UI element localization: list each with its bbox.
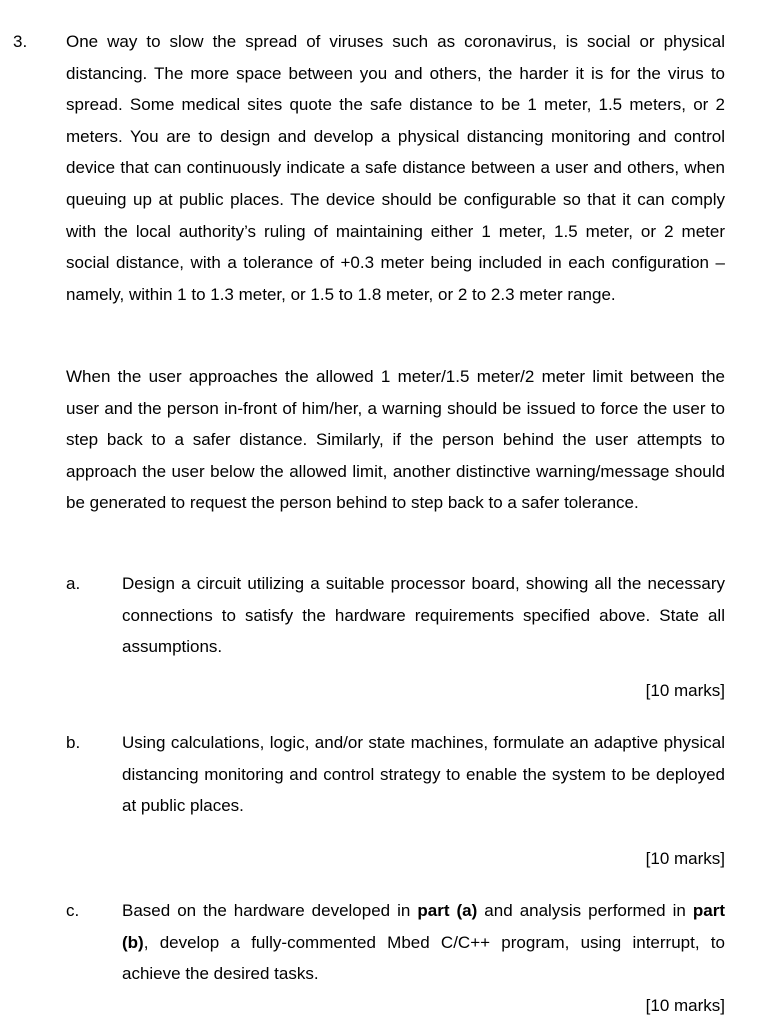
- part-a-text: Design a circuit utilizing a suitable processor board, showing all the necessary connections to satisfy the hardware requirements specified above. State all assumptions.: [122, 574, 725, 657]
- part-b-marks: [10 marks]: [645, 849, 725, 868]
- part-a-label: a.: [66, 574, 81, 593]
- part-c-ref-a: part (a): [417, 901, 478, 920]
- part-c-marks: [10 marks]: [645, 996, 725, 1015]
- question-number: 3.: [13, 32, 28, 51]
- part-c-ref-b: part (b): [122, 901, 725, 952]
- part-b-label: b.: [66, 733, 81, 752]
- question-paragraph-1: One way to slow the spread of viruses such as coronavirus, is social or physical distancing. The more space between you and others, the harder it is for the virus to spread. Some medical sites quote the safe distance to be 1 meter, 1.5 meters, or 2 meters. You are to design and develop a physical distancing monitoring and control device that can continuously indicate a safe distance between a user and others, when queuing up at public places. The device should be configurable so that it can comply with the local authority’s ruling of maintaining either 1 meter, 1.5 meter, or 2 meter social distance, with a tolerance of +0.3 meter being included in each configuration – namely, within 1 to 1.3 meter, or 1.5 to 1.8 meter, or 2 to 2.3 meter range.: [66, 32, 725, 304]
- part-a-marks: [10 marks]: [645, 681, 725, 700]
- question-paragraph-2: When the user approaches the allowed 1 meter/1.5 meter/2 meter limit between the user and the person in-front of him/her, a warning should be issued to force the user to step back to a safer distance. Similarly, if the person behind the user attempts to approach the user below the allowed limit, another distinctive warning/message should be generated to request the person behind to step back to a safer tolerance.: [66, 367, 725, 513]
- part-c-label: c.: [66, 901, 80, 920]
- part-b-text: Using calculations, logic, and/or state machines, formulate an adaptive physical distancing monitoring and control strategy to enable the system to be deployed at public places.: [122, 733, 725, 816]
- part-c-text-1: Based on the hardware developed in: [122, 901, 418, 920]
- part-c-text: [122, 895, 725, 990]
- part-c-text-2: and analysis performed in: [477, 901, 693, 920]
- part-c-text-3: , develop a fully-commented Mbed C/C++ program, using interrupt, to achieve the desired tasks.: [122, 932, 725, 984]
